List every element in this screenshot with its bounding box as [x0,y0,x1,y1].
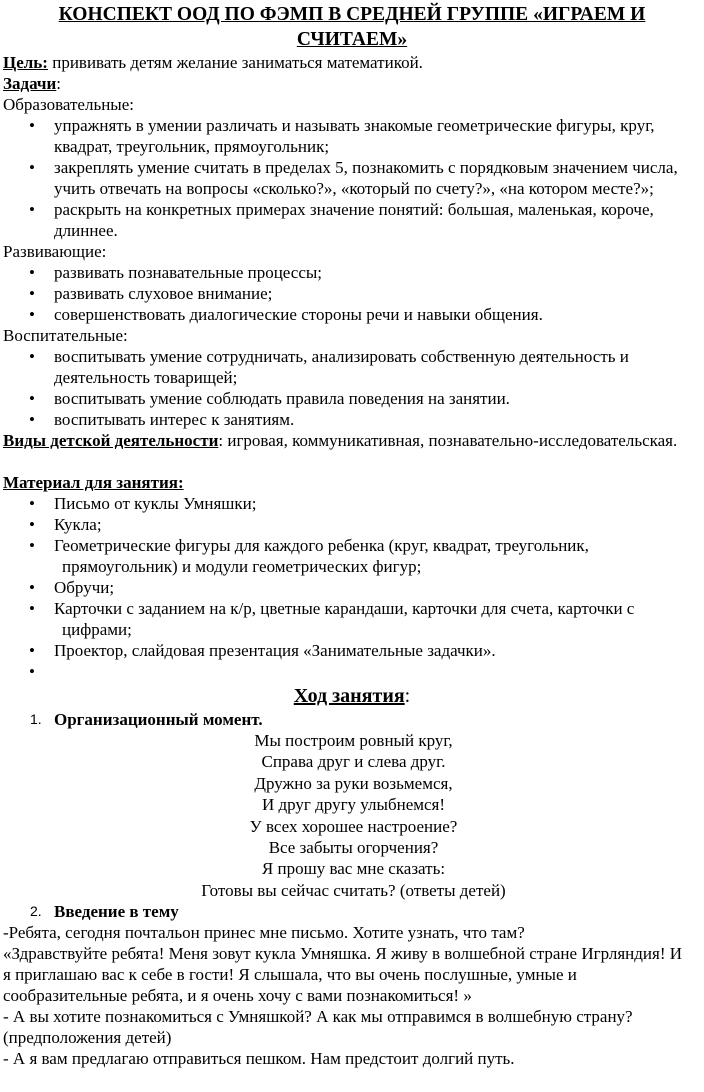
list-item [0,640,704,661]
spacer [0,451,704,472]
material-text: • Проектор, слайдовая презентация «Занимательные задачки». [54,641,496,660]
material-text-continued: прямоугольник) и модули геометрических фигур; [62,557,422,576]
material-text: • Кукла; [54,515,102,534]
activities-label: Виды детской деятельности [3,431,219,450]
material-text: • Геометрические фигуры для каждого ребенка (круг, квадрат, треугольник, [54,536,589,555]
title-line-2: СЧИТАЕМ» [296,29,408,50]
materials-label: Материал для занятия: [3,473,184,492]
tasks-label: Задачи [3,74,57,93]
materials-list [0,493,704,682]
educational-list [0,115,704,241]
title-line-1: КОНСПЕКТ ООД ПО ФЭМП В СРЕДНЕЙ ГРУППЕ «ИГРАЕМ И [58,4,646,25]
developing-list [0,262,704,325]
list-item: • воспитывать умение сотрудничать, анализировать собственную деятельность и деятельность товарищей; [0,346,704,388]
upbringing-list [0,346,704,430]
step-title: Организационный момент. [54,710,263,729]
poem-line: Я прошу вас мне сказать: [261,859,446,879]
list-item [0,598,704,640]
goal-label: Цель: [3,53,48,72]
material-text: • Карточки с заданием на к/р, цветные карандаши, карточки для счета, карточки с [54,599,635,618]
tasks-suffix: : [56,74,62,93]
list-item: • совершенствовать диалогические стороны речи и навыки общения. [0,304,704,325]
material-text: • Письмо от куклы Умняшки; [54,494,257,513]
prose-paragraph: «Здравствуйте ребята! Меня зовут кукла Умняшка. Я живу в волшебной стране Игрляндия! И я приглашаю вас к себе в гости! Я слышала, что вы очень послушные, умные и сообразительные ребята, и я очень хочу с вами познакомиться! » [3,944,683,1006]
lesson-steps-2 [0,901,704,922]
prose-paragraph: -Ребята, сегодня почтальон принес мне письмо. Хотите узнать, что там? [3,923,525,943]
prose-paragraph: - А вы хотите познакомиться с Умняшкой? А как мы отправимся в волшебную страну? (предположения детей) [3,1007,633,1048]
tasks-line [3,73,704,94]
step-title: Введение в тему [54,902,179,922]
poem-line: Дружно за руки возьмемся, [254,773,453,793]
educational-heading: Образовательные: [3,95,134,114]
list-item [0,577,704,598]
list-item: • воспитывать умение соблюдать правила поведения на занятии. [0,388,704,409]
poem-line: Готовы вы сейчас считать? (ответы детей) [201,880,506,900]
poem-line: И друг другу улыбнемся! [261,795,446,815]
poem-line: Справа друг и слева друг. [261,752,446,772]
activities-text: : игровая, коммуникативная, познавательно-исследовательская. [218,431,678,450]
material-text: • Обручи; [54,578,115,597]
lesson-prose [3,922,704,1069]
poem-line: Все забыты огорчения? [268,838,439,858]
upbringing-heading: Воспитательные: [3,326,128,345]
step-2 [0,901,704,922]
list-item: • раскрыть на конкретных примерах значение понятий: большая, маленькая, короче, длиннее. [0,199,704,241]
document-title [4,2,700,52]
lesson-heading-text: Ход занятия [293,685,405,707]
poem [3,730,704,901]
materials-heading [3,472,704,493]
list-item: • развивать слуховое внимание; [0,283,704,304]
step-1 [0,709,704,730]
list-item [0,514,704,535]
lesson-heading-suffix: : [404,685,411,707]
step-number: 2. [30,903,42,920]
activities-line [3,430,704,451]
poem-line: У всех хорошее настроение? [249,816,458,836]
list-item: • упражнять в умении различать и называть знакомые геометрические фигуры, круг, квадрат, треугольник, прямоугольник; [0,115,704,157]
step-number: 1. [30,711,42,727]
developing-heading: Развивающие: [3,242,107,261]
list-item [0,535,704,577]
lesson-steps [0,709,704,730]
goal-text: прививать детям желание заниматься математикой. [47,53,423,72]
list-item [0,493,704,514]
lesson-heading [0,683,704,709]
list-item-empty [0,661,704,682]
prose-paragraph: - А я вам предлагаю отправиться пешком. Нам предстоит долгий путь. [3,1049,515,1069]
list-item: • закреплять умение считать в пределах 5, познакомить с порядковым значением числа, учить отвечать на вопросы «сколько?», «который по счету?», «на котором месте?»; [0,157,704,199]
material-text-continued: цифрами; [62,620,132,639]
list-item: • развивать познавательные процессы; [0,262,704,283]
poem-line: Мы построим ровный круг, [254,731,453,750]
goal-line [3,52,704,73]
material-text [54,661,690,682]
list-item: • воспитывать интерес к занятиям. [0,409,704,430]
